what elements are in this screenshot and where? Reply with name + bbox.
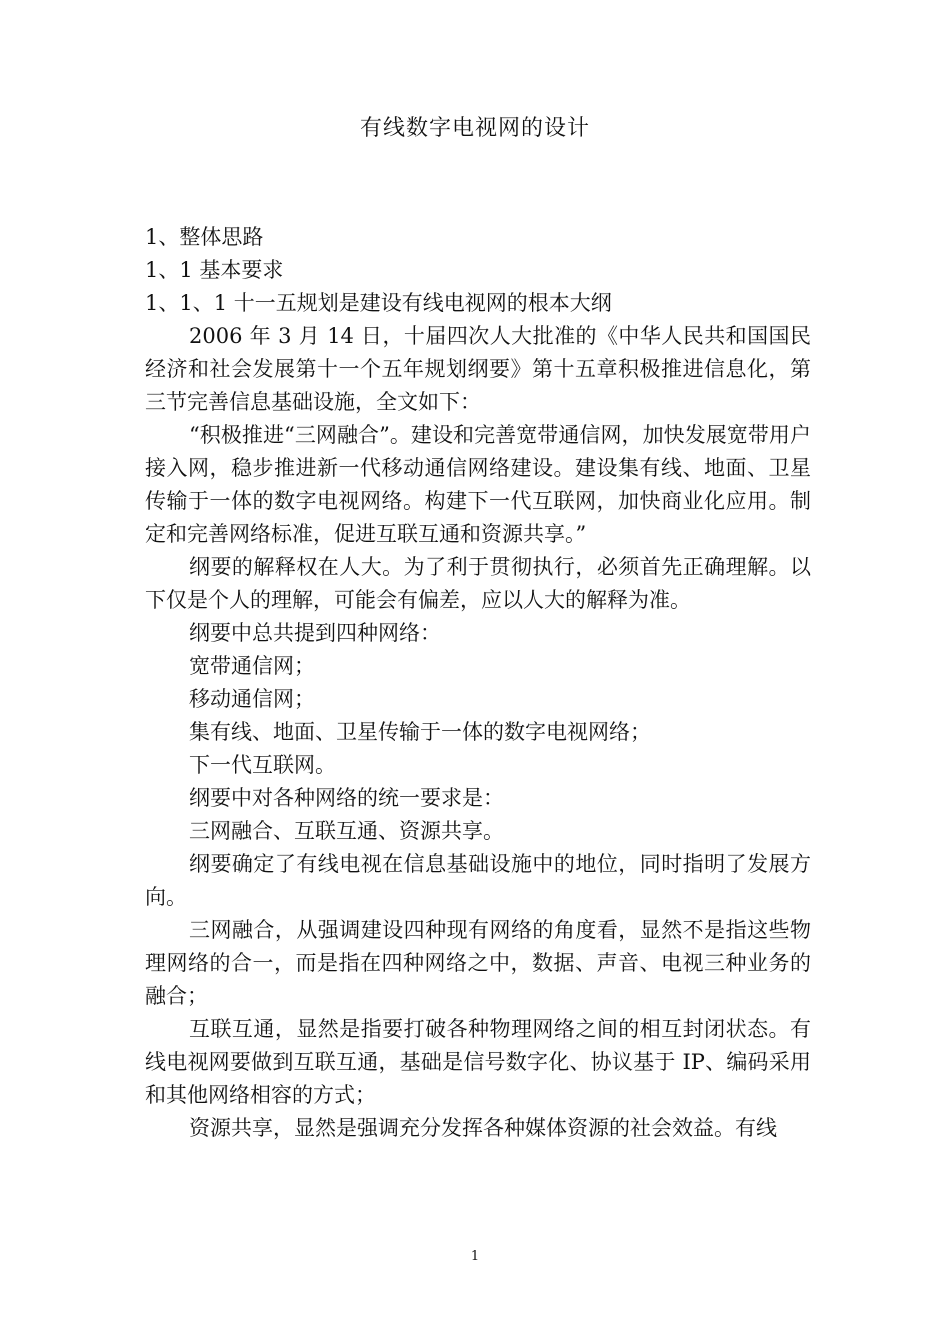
paragraph-interconnection: 互联互通，显然是指要打破各种物理网络之间的相互封闭状态。有线电视网要做到互联互通，基础是信号数字化、协议基于 IP、编码采用和其他网络相容的方式； [145,1017,811,1107]
paragraph-triple-play: 三网融合，从强调建设四种现有网络的角度看，显然不是指这些物理网络的合一，而是指在四种网络之中，数据、声音、电视三种业务的融合； [145,918,811,1008]
paragraph-plan-intro: 2006 年 3 月 14 日，十届四次人大批准的《中华人民共和国国民经济和社会发展第十一个五年规划纲要》第十五章积极推进信息化，第三节完善信息基础设施，全文如下： [145,324,811,414]
list-item-requirements: 三网融合、互联互通、资源共享。 [189,819,504,843]
list-item-digital-tv-network: 集有线、地面、卫星传输于一体的数字电视网络； [189,720,651,744]
paragraph-four-networks: 纲要中总共提到四种网络： [189,621,441,645]
paragraph-resource-sharing: 资源共享，显然是强调充分发挥各种媒体资源的社会效益。有线 [189,1116,777,1140]
section-heading-1: 1、整体思路 [145,225,264,249]
document-title: 有线数字电视网的设计 [359,116,590,141]
section-heading-1-1-1: 1、1、1 十一五规划是建设有线电视网的根本大纲 [145,291,612,315]
list-item-mobile-network: 移动通信网； [189,687,315,711]
page-number: 1 [470,1249,480,1264]
list-item-broadband-network: 宽带通信网； [189,654,315,678]
paragraph-plan-quote: “积极推进“三网融合”。建设和完善宽带通信网，加快发展宽带用户接入网，稳步推进新一代移动通信网络建设。建设集有线、地面、卫星传输于一体的数字电视网络。构建下一代互联网，加快商业化应用。制定和完善网络标准，促进互联互通和资源共享。” [145,423,811,546]
list-item-next-gen-internet: 下一代互联网。 [189,753,336,777]
section-heading-1-1: 1、1 基本要求 [145,258,284,282]
paragraph-cable-tv-status: 纲要确定了有线电视在信息基础设施中的地位，同时指明了发展方向。 [145,852,811,909]
paragraph-interpretation: 纲要的解释权在人大。为了利于贯彻执行，必须首先正确理解。以下仅是个人的理解，可能会有偏差，应以人大的解释为准。 [145,555,811,612]
paragraph-unified-requirements: 纲要中对各种网络的统一要求是： [189,786,504,810]
document-body [145,221,811,1145]
